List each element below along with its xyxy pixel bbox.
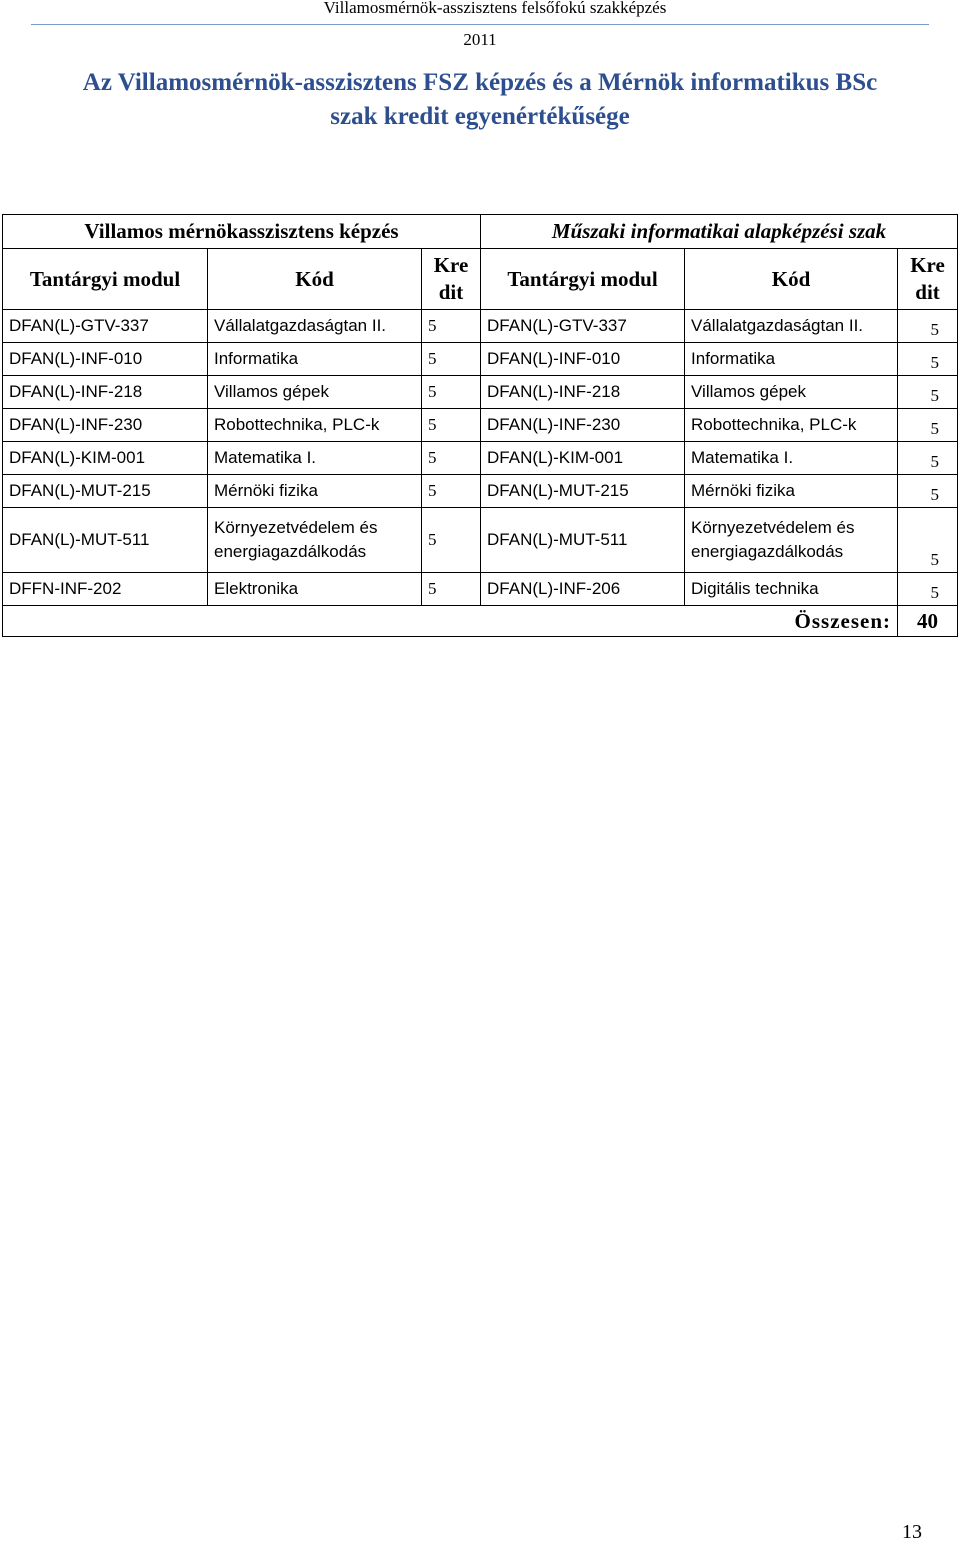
- right-credit-cell: 5: [898, 376, 958, 409]
- right-module-cell: DFAN(L)-INF-010: [481, 343, 685, 376]
- right-code-cell: Villamos gépek: [685, 376, 898, 409]
- right-code-cell: Mérnöki fizika: [685, 475, 898, 508]
- total-row: [3, 606, 958, 637]
- left-module-cell: DFAN(L)-MUT-215: [3, 475, 208, 508]
- left-code-cell: Informatika: [208, 343, 422, 376]
- header-year: 2011: [463, 30, 497, 49]
- left-credit-cell: 5: [422, 475, 481, 508]
- left-module-cell: DFAN(L)-GTV-337: [3, 310, 208, 343]
- right-credit-cell: 5: [898, 475, 958, 508]
- left-module-header: Tantárgyi modul: [3, 249, 208, 310]
- right-module-cell: DFAN(L)-INF-218: [481, 376, 685, 409]
- table-row: [3, 376, 958, 409]
- left-code-cell: Környezetvédelem és energiagazdálkodás: [208, 508, 422, 573]
- right-module-cell: DFAN(L)-MUT-511: [481, 508, 685, 573]
- left-credit-cell: 5: [422, 508, 481, 573]
- left-code-header: Kód: [208, 249, 422, 310]
- total-value: 40: [898, 606, 958, 637]
- left-code-cell: Matematika I.: [208, 442, 422, 475]
- left-module-cell: DFAN(L)-MUT-511: [3, 508, 208, 573]
- title-line-2: szak kredit egyenértékűsége: [330, 103, 630, 130]
- right-code-cell: Környezetvédelem és energiagazdálkodás: [685, 508, 898, 573]
- table-row: [3, 475, 958, 508]
- table-row: [3, 508, 958, 573]
- group-header-row: [3, 215, 958, 249]
- left-code-cell: Villamos gépek: [208, 376, 422, 409]
- table-row: [3, 310, 958, 343]
- left-module-cell: DFAN(L)-INF-010: [3, 343, 208, 376]
- left-code-cell: Elektronika: [208, 573, 422, 606]
- right-module-cell: DFAN(L)-INF-230: [481, 409, 685, 442]
- left-code-cell: Vállalatgazdaságtan II.: [208, 310, 422, 343]
- left-module-cell: DFAN(L)-KIM-001: [3, 442, 208, 475]
- left-module-cell: DFFN-INF-202: [3, 573, 208, 606]
- right-credit-cell: 5: [898, 409, 958, 442]
- right-module-cell: DFAN(L)-INF-206: [481, 573, 685, 606]
- left-code-cell: Mérnöki fizika: [208, 475, 422, 508]
- right-credit-cell: 5: [898, 573, 958, 606]
- table-row: [3, 442, 958, 475]
- right-credit-cell: 5: [898, 442, 958, 475]
- column-header-row: [3, 249, 958, 310]
- right-code-cell: Matematika I.: [685, 442, 898, 475]
- table-row: [3, 409, 958, 442]
- left-module-cell: DFAN(L)-INF-218: [3, 376, 208, 409]
- left-credit-cell: 5: [422, 573, 481, 606]
- right-code-header: Kód: [685, 249, 898, 310]
- right-module-header: Tantárgyi modul: [481, 249, 685, 310]
- right-credit-cell: 5: [898, 310, 958, 343]
- table-row: [3, 343, 958, 376]
- table-row: [3, 573, 958, 606]
- running-header-text: Villamosmérnök-asszisztens felsőfokú szakképzés: [323, 0, 667, 17]
- left-credit-cell: 5: [422, 442, 481, 475]
- left-credit-cell: 5: [422, 376, 481, 409]
- left-credit-header: Kre dit: [422, 249, 481, 310]
- left-credit-cell: 5: [422, 343, 481, 376]
- left-code-cell: Robottechnika, PLC-k: [208, 409, 422, 442]
- right-code-cell: Digitális technika: [685, 573, 898, 606]
- left-credit-cell: 5: [422, 409, 481, 442]
- right-credit-header: Kre dit: [898, 249, 958, 310]
- page-number: 13: [902, 1521, 922, 1543]
- right-code-cell: Informatika: [685, 343, 898, 376]
- right-group-header: Műszaki informatikai alapképzési szak: [481, 215, 958, 249]
- left-group-header: Villamos mérnökasszisztens képzés: [3, 215, 481, 249]
- right-credit-cell: 5: [898, 343, 958, 376]
- header-rule: [31, 24, 929, 25]
- right-credit-cell: 5: [898, 508, 958, 573]
- right-code-cell: Vállalatgazdaságtan II.: [685, 310, 898, 343]
- right-module-cell: DFAN(L)-MUT-215: [481, 475, 685, 508]
- running-header: [0, 0, 930, 18]
- total-label: Összesen:: [3, 606, 898, 637]
- right-module-cell: DFAN(L)-KIM-001: [481, 442, 685, 475]
- right-code-cell: Robottechnika, PLC-k: [685, 409, 898, 442]
- right-module-cell: DFAN(L)-GTV-337: [481, 310, 685, 343]
- left-module-cell: DFAN(L)-INF-230: [3, 409, 208, 442]
- document-title: [0, 66, 960, 134]
- title-line-1: Az Villamosmérnök-asszisztens FSZ képzés és a Mérnök informatikus BSc: [82, 69, 878, 96]
- credit-equivalence-table: [2, 214, 958, 637]
- left-credit-cell: 5: [422, 310, 481, 343]
